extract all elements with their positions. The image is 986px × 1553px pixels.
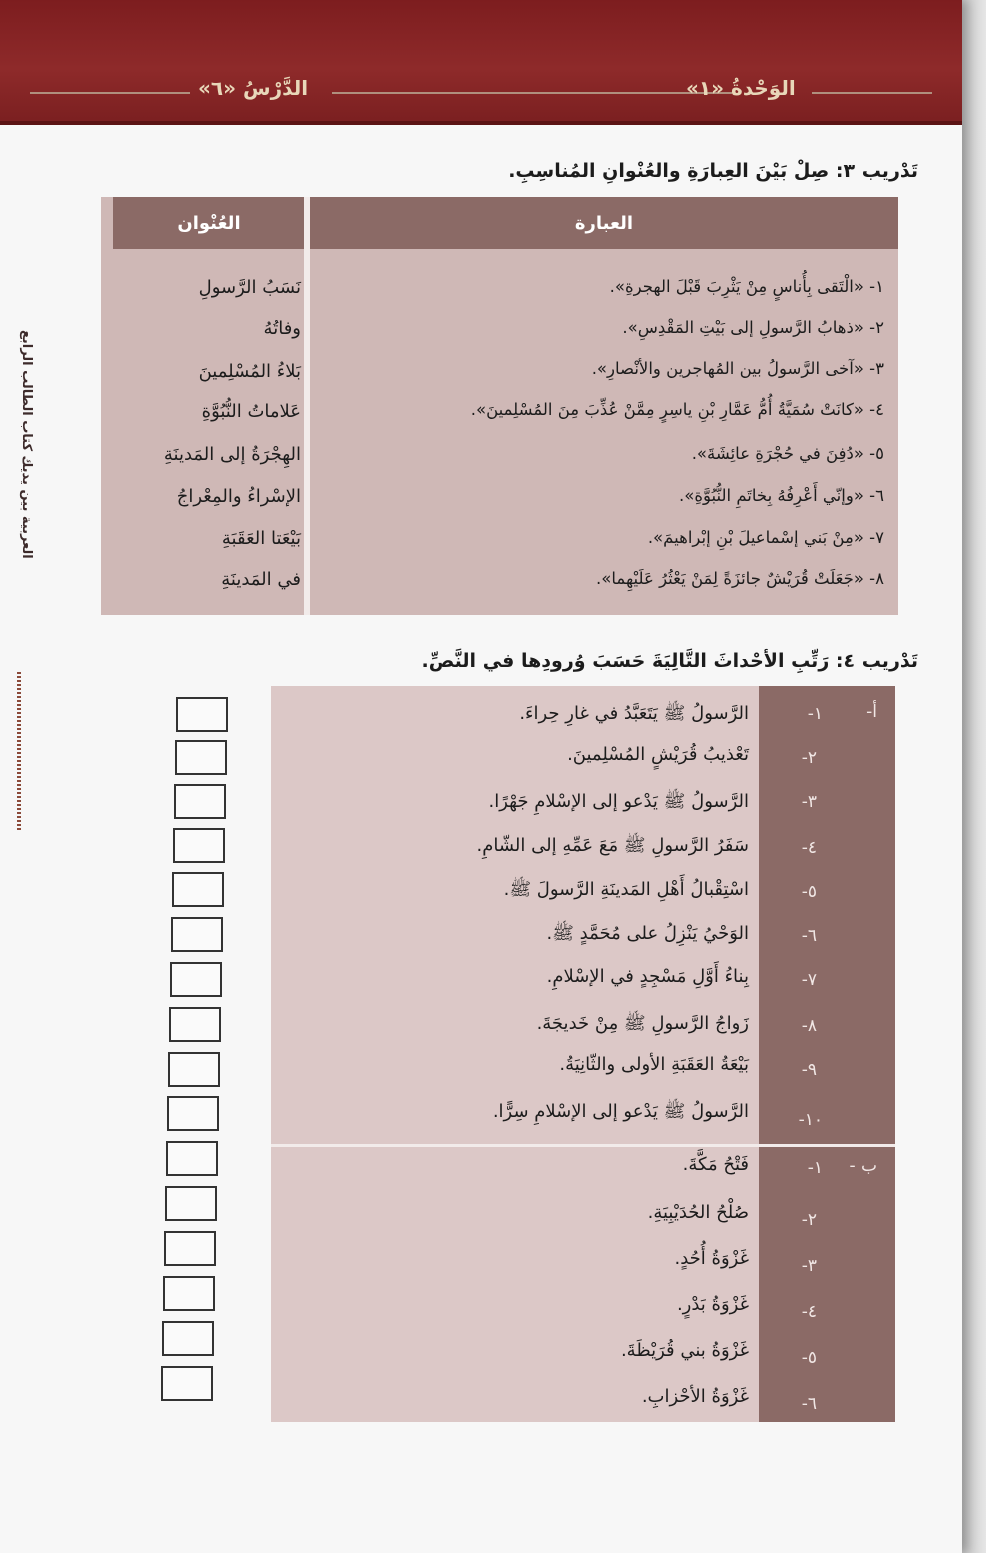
ordering-table [271,686,895,1422]
event-item: غَزْوَةُ الأحْزابِ. [641,1386,749,1407]
item-number: ٦- [801,1394,817,1414]
item-number: ٢- [801,1210,817,1230]
column-header-title: العُنْوان [113,197,305,249]
header-banner [0,0,962,125]
item-number: ٣- [801,792,817,812]
item-number: ٩- [801,1060,817,1080]
title-item: الهِجْرَةُ إلى المَدينَةِ [163,444,301,465]
event-item: بِناءُ أَوَّلِ مَسْجِدٍ في الإسْلامِ. [546,966,749,987]
item-number: ٦- [801,926,817,946]
exercise4-heading: تَدْريب ٤: رَتِّبِ الأحْداثَ التَّالِيَةَ حَسَبَ وُرودِها في النَّصِّ. [421,650,918,672]
group-b-label: ب - [849,1156,877,1176]
item-number: ٨- [801,1016,817,1036]
header-rule-left [30,92,190,94]
item-number: ٥- [801,1348,817,1368]
event-item: بَيْعَةُ العَقَبَةِ الأولى والثّانِيَةُ. [559,1054,749,1075]
title-item: عَلاماتُ النُّبُوَّةِ [201,401,301,422]
sidebar-rule [17,672,21,832]
answer-box[interactable] [170,962,222,997]
group-separator [271,1144,895,1147]
column-divider [304,197,310,615]
answer-box[interactable] [163,1276,215,1311]
expression-item: ٨- «جَعَلَتْ قُرَيْشٌ جائزَةً لِمَنْ يَعْثُرُ عَلَيْهِما». [596,569,884,588]
title-item: نَسَبُ الرَّسولِ [198,277,301,298]
matching-table [101,197,898,615]
item-number: ٥- [801,882,817,902]
item-number: ٤- [801,838,817,858]
event-item: الرَّسولُ ﷺ يَدْعو إلى الإسْلامِ سِرًّا. [492,1101,749,1122]
expression-item: ٢- «ذهابُ الرَّسولِ إلى بَيْتِ المَقْدِسِ». [622,318,884,337]
event-item: الرَّسولُ ﷺ يَدْعو إلى الإسْلامِ جَهْرًا. [488,791,749,812]
answer-box[interactable] [164,1231,216,1266]
page-edge [962,0,986,1553]
item-number: ١- [807,704,823,724]
number-column [759,686,895,1422]
group-a-label: أ- [866,702,877,722]
event-item: صُلْحُ الحُدَيْبِيَةِ. [647,1202,749,1223]
item-number: ٢- [801,748,817,768]
answer-box[interactable] [175,740,227,775]
event-item: زَواجُ الرَّسولِ ﷺ مِنْ خَديجَةَ. [536,1013,749,1034]
column-header-expression: العبارة [310,197,898,249]
lesson-label: الدَّرْسُ «٦» [198,76,309,100]
header-rule-middle [332,92,732,94]
expression-item: ١- «الْتَقى بِأُناسٍ مِنْ يَثْرِبَ قَبْلَ الهجرةِ». [609,277,884,296]
event-item: تَعْذيبُ قُرَيْشٍ المُسْلِمينَ. [567,744,749,765]
answer-box[interactable] [173,828,225,863]
item-number: ١٠- [798,1110,823,1130]
title-item: في المَدينَةِ [221,569,301,590]
expression-item: ٣- «آخى الرَّسولُ بين المُهاجرين والأنْصارِ». [591,359,884,378]
answer-box[interactable] [161,1366,213,1401]
expression-item: ٤- «كانَتْ سُمَيَّةُ أُمُّ عَمَّارِ بْنِ ياسِرٍ مِمَّنْ عُذِّبَ مِنَ المُسْلِمينَ». [470,400,884,419]
header-rule-right [812,92,932,94]
item-number: ٣- [801,1256,817,1276]
title-item: بَلاءُ المُسْلِمينَ [198,361,301,382]
answer-box[interactable] [174,784,226,819]
event-item: فَتْحُ مَكَّةَ. [682,1154,749,1175]
event-item: الرَّسولُ ﷺ يَتَعَبَّدُ في غارِ حِراءَ. [519,703,749,724]
item-number: ١- [807,1158,823,1178]
answer-box[interactable] [162,1321,214,1356]
item-number: ٤- [801,1302,817,1322]
title-item: بَيْعَتا العَقَبَةِ [221,528,301,549]
expression-item: ٦- «وإنّي أَعْرِفُهُ بِخاتَمِ النُّبُوَّةِ». [679,486,884,505]
event-item: اسْتِقْبالُ أَهْلِ المَدينَةِ الرَّسولَ ﷺ. [503,879,749,900]
answer-box[interactable] [165,1186,217,1221]
answer-box[interactable] [171,917,223,952]
exercise3-heading: تَدْريب ٣: صِلْ بَيْنَ العِبارَةِ والعُنْوانِ المُناسِبِ. [508,160,918,182]
event-item: سَفَرُ الرَّسولِ ﷺ مَعَ عَمِّهِ إلى الشّامِ. [476,835,749,856]
expression-item: ٧- «مِنْ بَني إسْماعيلَ بْنِ إبْراهيمَ». [647,528,884,547]
event-item: غَزْوَةُ بَدْرٍ. [676,1294,749,1315]
answer-box[interactable] [176,697,228,732]
answer-box[interactable] [172,872,224,907]
title-item: وفاتُهُ [263,318,301,339]
expression-item: ٥- «دُفِنَ في حُجْرَةِ عائِشَةَ». [691,444,884,463]
answer-box[interactable] [167,1096,219,1131]
book-title-sidebar: العربية بين يديك كتاب الطالب الرابع [19,330,34,559]
unit-label: الوَحْدةُ «١» [686,76,796,100]
event-item: الوَحْيُ يَنْزِلُ على مُحَمَّدٍ ﷺ. [546,923,749,944]
answer-box[interactable] [166,1141,218,1176]
event-item: غَزْوَةُ بني قُرَيْظَةَ. [620,1340,749,1361]
title-item: الإسْراءُ والمِعْراجُ [176,486,301,507]
event-item: غَزْوَةُ أُحُدٍ. [674,1248,749,1269]
answer-box[interactable] [169,1007,221,1042]
item-number: ٧- [801,970,817,990]
answer-box[interactable] [168,1052,220,1087]
